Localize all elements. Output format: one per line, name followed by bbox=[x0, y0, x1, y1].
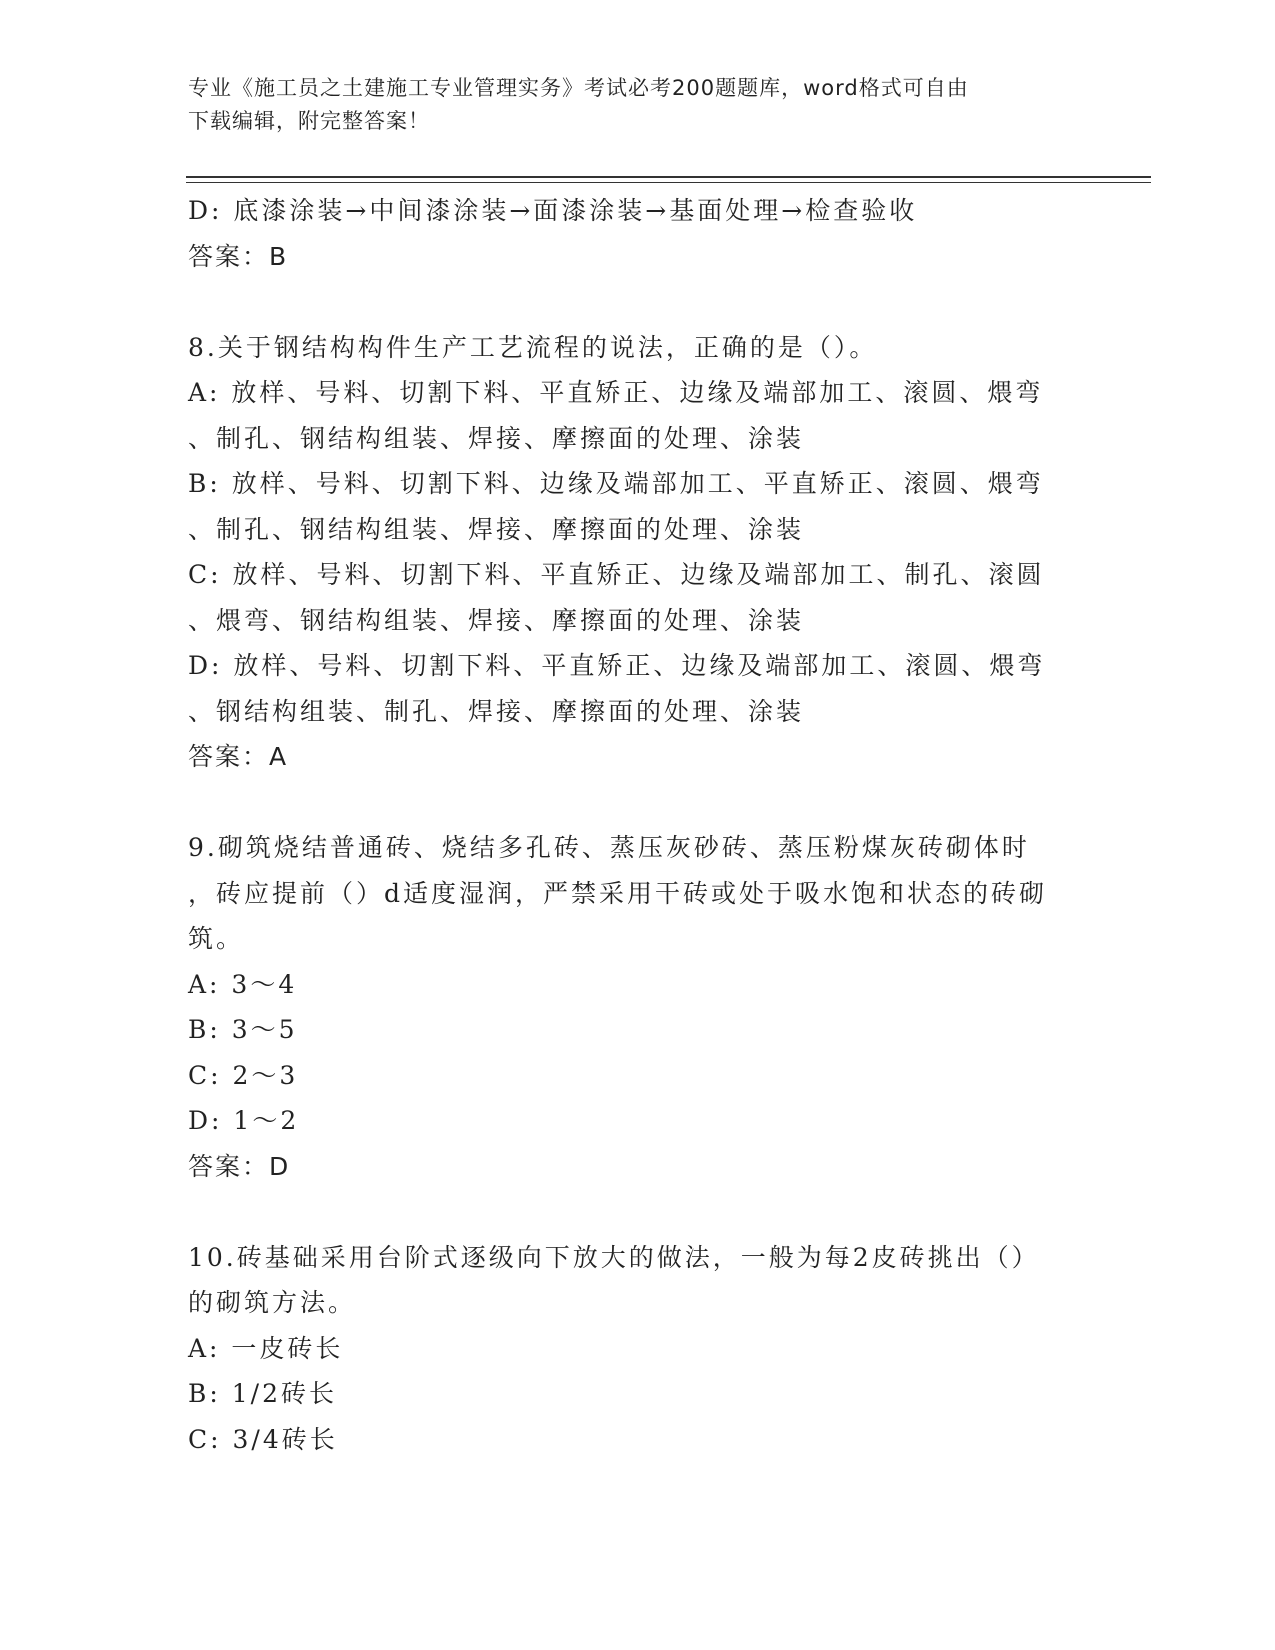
spacer bbox=[188, 1189, 1088, 1235]
option-b: B: 3～5 bbox=[188, 1015, 298, 1044]
answer-line: 答案：B bbox=[188, 241, 289, 271]
question-8 bbox=[188, 325, 1088, 780]
prev-question-block bbox=[188, 188, 1088, 279]
option-c: C: 3/4砖长 bbox=[188, 1424, 338, 1454]
option-b: B: 1/2砖长 bbox=[188, 1379, 337, 1408]
page-header bbox=[188, 72, 1088, 138]
question-stem: 9.砌筑烧结普通砖、烧结多孔砖、蒸压灰砂砖、蒸压粉煤灰砖砌体时 bbox=[188, 833, 1030, 862]
option-d: D: 1～2 bbox=[188, 1106, 300, 1135]
option-c-continued: 、煨弯、钢结构组装、焊接、摩擦面的处理、涂装 bbox=[188, 605, 805, 635]
header-line-1: 专业《施工员之土建施工专业管理实务》考试必考200题题库，word格式可自由 bbox=[188, 76, 969, 100]
question-list bbox=[188, 188, 1088, 1462]
option-d-continued: 、钢结构组装、制孔、焊接、摩擦面的处理、涂装 bbox=[188, 696, 805, 726]
option-a-continued: 、制孔、钢结构组装、焊接、摩擦面的处理、涂装 bbox=[188, 423, 805, 453]
header-line-2: 下载编辑，附完整答案！ bbox=[188, 109, 430, 133]
question-stem-continued: 的砌筑方法。 bbox=[188, 1288, 357, 1317]
option-d: D: 放样、号料、切割下料、平直矫正、边缘及端部加工、滚圆、煨弯 bbox=[188, 651, 1046, 680]
question-stem: 8.关于钢结构构件生产工艺流程的说法，正确的是（）。 bbox=[188, 332, 878, 362]
question-10 bbox=[188, 1235, 1088, 1463]
option-a: A: 放样、号料、切割下料、平直矫正、边缘及端部加工、滚圆、煨弯 bbox=[188, 378, 1044, 407]
option-a: A: 一皮砖长 bbox=[188, 1333, 344, 1363]
question-stem-continued: 筑。 bbox=[188, 924, 245, 953]
answer-line: 答案：D bbox=[188, 1151, 291, 1181]
option-a: A: 3～4 bbox=[188, 969, 298, 999]
option-c: C: 放样、号料、切割下料、平直矫正、边缘及端部加工、制孔、滚圆 bbox=[188, 560, 1045, 589]
spacer bbox=[188, 780, 1088, 826]
option-b-continued: 、制孔、钢结构组装、焊接、摩擦面的处理、涂装 bbox=[188, 514, 805, 544]
header-divider-thick bbox=[186, 176, 1151, 178]
spacer bbox=[188, 279, 1088, 325]
header-divider-thin bbox=[186, 182, 1151, 183]
question-stem: 10.砖基础采用台阶式逐级向下放大的做法，一般为每2皮砖挑出（） bbox=[188, 1242, 1040, 1272]
answer-line: 答案：A bbox=[188, 742, 289, 771]
option-b: B: 放样、号料、切割下料、边缘及端部加工、平直矫正、滚圆、煨弯 bbox=[188, 469, 1044, 498]
question-9 bbox=[188, 825, 1088, 1189]
option-d: D: 底漆涂装→中间漆涂装→面漆涂装→基面处理→检查验收 bbox=[188, 196, 918, 225]
question-stem-continued: ，砖应提前（）d适度湿润，严禁采用干砖或处于吸水饱和状态的砖砌 bbox=[188, 878, 1048, 908]
option-c: C: 2～3 bbox=[188, 1060, 299, 1090]
